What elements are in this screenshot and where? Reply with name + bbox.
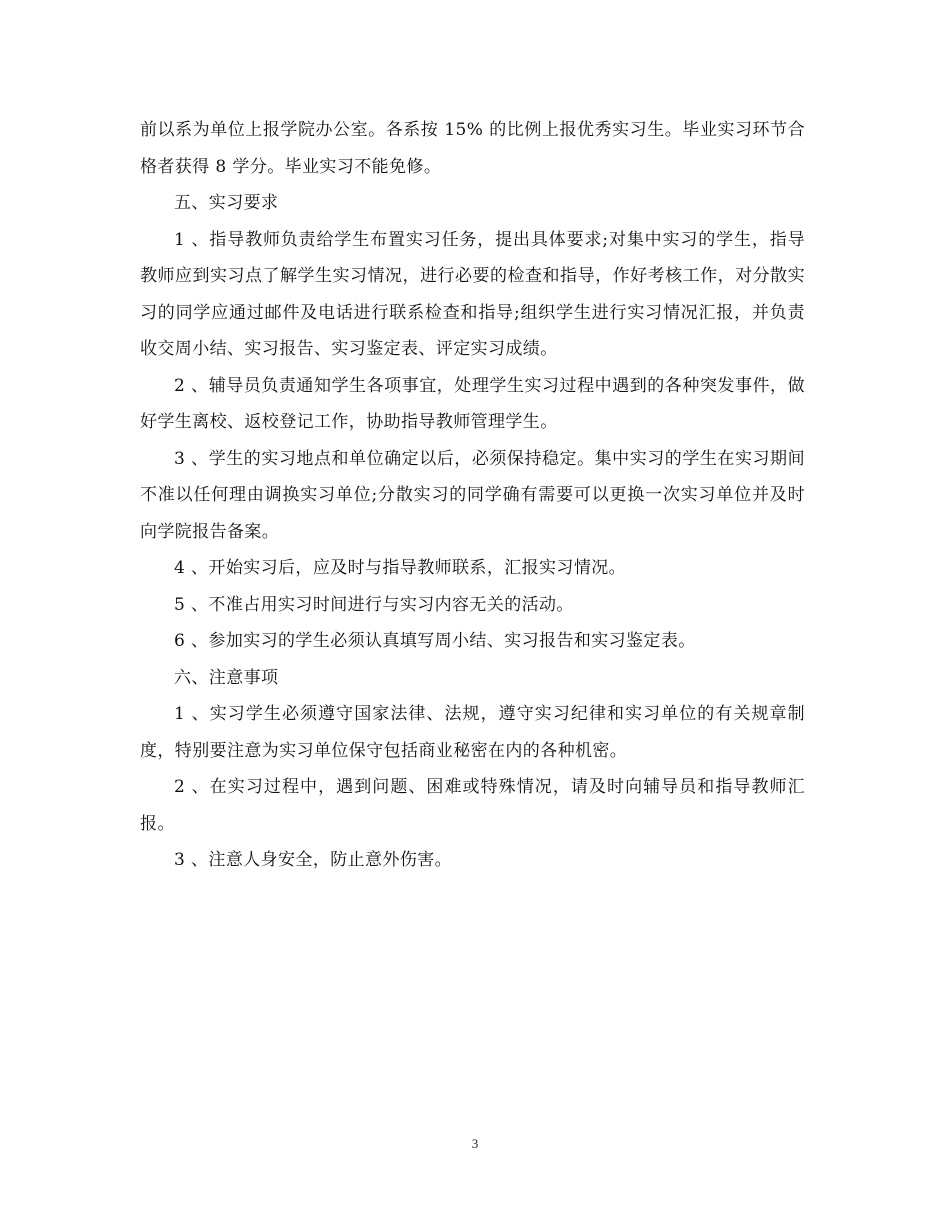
precaution-item-2: 2 、在实习过程中，遇到问题、困难或特殊情况，请及时向辅导员和指导教师汇报。 [140, 777, 805, 834]
precaution-item-1: 1 、实习学生必须遵守国家法律、法规，遵守实习纪律和实习单位的有关规章制度，特别要注意为实习单位保守包括商业秘密在内的各种机密。 [140, 704, 805, 761]
section-heading-internship-requirements: 五、实习要求 [174, 193, 279, 213]
page-number: 3 [471, 1136, 479, 1151]
requirement-item-1: 1 、指导教师负责给学生布置实习任务，提出具体要求;对集中实习的学生，指导教师应到实习点了解学生实习情况，进行必要的检查和指导，作好考核工作，对分散实习的同学应通过邮件及电话进行联系检查和指导;组织学生进行实习情况汇报，并负责收交周小结、实习报告、实习鉴定表、评定实习成绩。 [140, 229, 805, 359]
requirement-item-5: 5 、不准占用实习时间进行与实习内容无关的活动。 [174, 594, 574, 615]
requirement-item-2: 2 、辅导员负责通知学生各项事宜，处理学生实习过程中遇到的各种突发事件，做好学生离校、返校登记工作，协助指导教师管理学生。 [140, 375, 805, 432]
document-body [140, 112, 805, 879]
requirement-item-6: 6 、参加实习的学生必须认真填写周小结、实习报告和实习鉴定表。 [174, 631, 696, 651]
precaution-item-3: 3 、注意人身安全，防止意外伤害。 [174, 850, 453, 870]
requirement-item-3: 3 、学生的实习地点和单位确定以后，必须保持稳定。集中实习的学生在实习期间不准以任何理由调换实习单位;分散实习的同学确有需要可以更换一次实习单位并及时向学院报告备案。 [140, 448, 805, 542]
paragraph-continuation: 前以系为单位上报学院办公室。各系按 15% 的比例上报优秀实习生。毕业实习环节合格者获得 8 学分。毕业实习不能免修。 [140, 120, 805, 177]
requirement-item-4: 4 、开始实习后，应及时与指导教师联系，汇报实习情况。 [174, 558, 627, 578]
section-heading-precautions: 六、注意事项 [174, 667, 279, 688]
